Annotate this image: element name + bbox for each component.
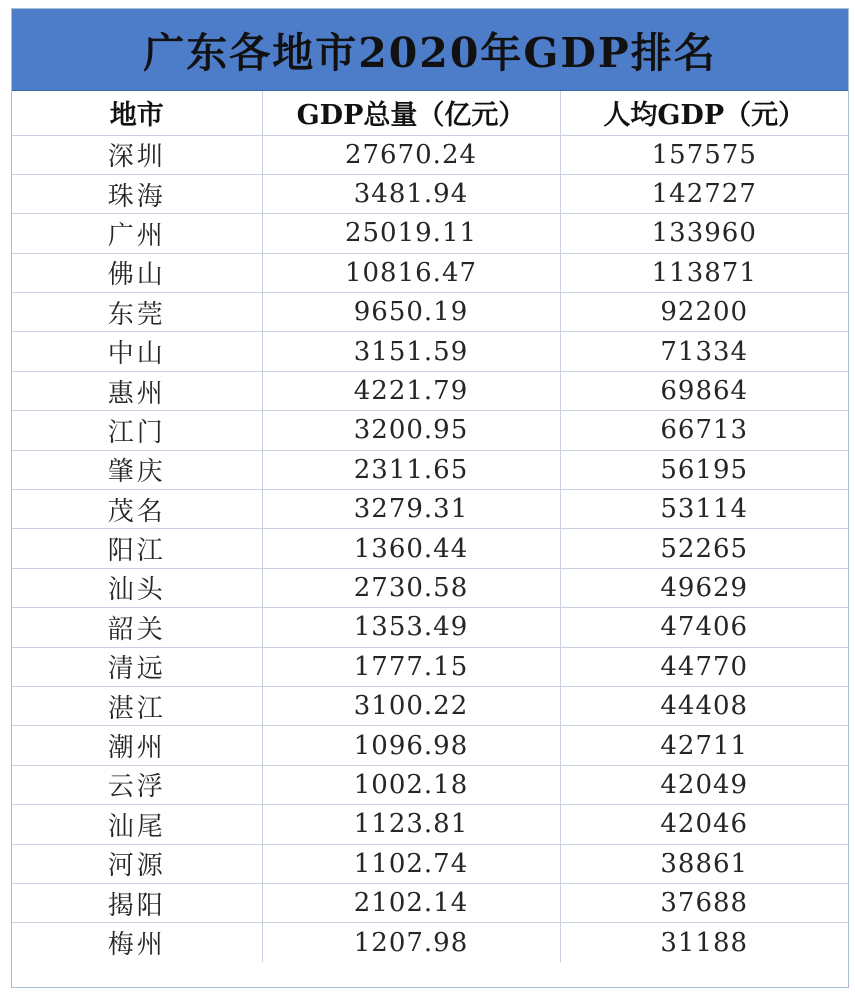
gdp-per-capita-cell: 31188 bbox=[560, 923, 848, 962]
city-cell: 茂名 bbox=[12, 490, 262, 529]
gdp-per-capita-cell: 42049 bbox=[560, 765, 848, 804]
gdp-total-cell: 1102.74 bbox=[262, 844, 560, 883]
gdp-total-cell: 2311.65 bbox=[262, 450, 560, 489]
city-cell: 梅州 bbox=[12, 923, 262, 962]
gdp-total-cell: 1096.98 bbox=[262, 726, 560, 765]
table-row bbox=[12, 135, 848, 174]
gdp-per-capita-cell: 52265 bbox=[560, 529, 848, 568]
city-cell: 珠海 bbox=[12, 174, 262, 213]
gdp-total-cell: 1123.81 bbox=[262, 805, 560, 844]
gdp-per-capita-cell: 113871 bbox=[560, 253, 848, 292]
city-cell: 汕头 bbox=[12, 568, 262, 607]
gdp-per-capita-cell: 44770 bbox=[560, 647, 848, 686]
gdp-per-capita-cell: 56195 bbox=[560, 450, 848, 489]
gdp-per-capita-cell: 157575 bbox=[560, 135, 848, 174]
gdp-total-cell: 3279.31 bbox=[262, 490, 560, 529]
table-row bbox=[12, 450, 848, 489]
gdp-per-capita-cell: 44408 bbox=[560, 686, 848, 725]
table-row bbox=[12, 844, 848, 883]
gdp-per-capita-cell: 66713 bbox=[560, 411, 848, 450]
city-cell: 佛山 bbox=[12, 253, 262, 292]
gdp-total-cell: 3100.22 bbox=[262, 686, 560, 725]
gdp-total-cell: 1353.49 bbox=[262, 608, 560, 647]
gdp-per-capita-cell: 38861 bbox=[560, 844, 848, 883]
table-row bbox=[12, 253, 848, 292]
gdp-per-capita-cell: 42046 bbox=[560, 805, 848, 844]
gdp-total-cell: 27670.24 bbox=[262, 135, 560, 174]
city-cell: 湛江 bbox=[12, 686, 262, 725]
table-row bbox=[12, 647, 848, 686]
table-row bbox=[12, 765, 848, 804]
city-cell: 中山 bbox=[12, 332, 262, 371]
header-gdp-per-capita: 人均GDP（元） bbox=[560, 91, 848, 135]
table-row bbox=[12, 608, 848, 647]
table-row bbox=[12, 371, 848, 410]
city-cell: 云浮 bbox=[12, 765, 262, 804]
city-cell: 东莞 bbox=[12, 293, 262, 332]
gdp-total-cell: 2730.58 bbox=[262, 568, 560, 607]
gdp-per-capita-cell: 37688 bbox=[560, 883, 848, 922]
city-cell: 江门 bbox=[12, 411, 262, 450]
gdp-total-cell: 2102.14 bbox=[262, 883, 560, 922]
gdp-total-cell: 25019.11 bbox=[262, 214, 560, 253]
gdp-per-capita-cell: 142727 bbox=[560, 174, 848, 213]
title-bar bbox=[12, 9, 848, 91]
table-title: 广东各地市2020年GDP排名 bbox=[143, 29, 717, 77]
city-cell: 揭阳 bbox=[12, 883, 262, 922]
table-row bbox=[12, 529, 848, 568]
gdp-total-cell: 1207.98 bbox=[262, 923, 560, 962]
table-row bbox=[12, 568, 848, 607]
table-row bbox=[12, 726, 848, 765]
header-city: 地市 bbox=[12, 91, 262, 135]
table-row bbox=[12, 411, 848, 450]
table-row bbox=[12, 214, 848, 253]
gdp-total-cell: 1002.18 bbox=[262, 765, 560, 804]
table-row bbox=[12, 883, 848, 922]
table-row bbox=[12, 490, 848, 529]
city-cell: 河源 bbox=[12, 844, 262, 883]
table-row bbox=[12, 174, 848, 213]
table-row bbox=[12, 805, 848, 844]
gdp-total-cell: 1360.44 bbox=[262, 529, 560, 568]
city-cell: 汕尾 bbox=[12, 805, 262, 844]
gdp-total-cell: 3151.59 bbox=[262, 332, 560, 371]
city-cell: 惠州 bbox=[12, 371, 262, 410]
city-cell: 清远 bbox=[12, 647, 262, 686]
gdp-table-card bbox=[11, 8, 849, 988]
gdp-total-cell: 9650.19 bbox=[262, 293, 560, 332]
table-row bbox=[12, 686, 848, 725]
gdp-per-capita-cell: 53114 bbox=[560, 490, 848, 529]
table-row bbox=[12, 332, 848, 371]
header-row bbox=[12, 91, 848, 135]
gdp-per-capita-cell: 69864 bbox=[560, 371, 848, 410]
gdp-per-capita-cell: 49629 bbox=[560, 568, 848, 607]
table-row bbox=[12, 923, 848, 962]
gdp-total-cell: 10816.47 bbox=[262, 253, 560, 292]
city-cell: 阳江 bbox=[12, 529, 262, 568]
gdp-per-capita-cell: 71334 bbox=[560, 332, 848, 371]
city-cell: 深圳 bbox=[12, 135, 262, 174]
table-row bbox=[12, 293, 848, 332]
gdp-table bbox=[12, 91, 848, 962]
gdp-per-capita-cell: 133960 bbox=[560, 214, 848, 253]
city-cell: 肇庆 bbox=[12, 450, 262, 489]
header-gdp-total: GDP总量（亿元） bbox=[262, 91, 560, 135]
gdp-total-cell: 3481.94 bbox=[262, 174, 560, 213]
gdp-total-cell: 3200.95 bbox=[262, 411, 560, 450]
gdp-per-capita-cell: 92200 bbox=[560, 293, 848, 332]
gdp-total-cell: 4221.79 bbox=[262, 371, 560, 410]
city-cell: 韶关 bbox=[12, 608, 262, 647]
gdp-total-cell: 1777.15 bbox=[262, 647, 560, 686]
gdp-per-capita-cell: 42711 bbox=[560, 726, 848, 765]
gdp-per-capita-cell: 47406 bbox=[560, 608, 848, 647]
city-cell: 广州 bbox=[12, 214, 262, 253]
city-cell: 潮州 bbox=[12, 726, 262, 765]
table-body bbox=[12, 135, 848, 962]
